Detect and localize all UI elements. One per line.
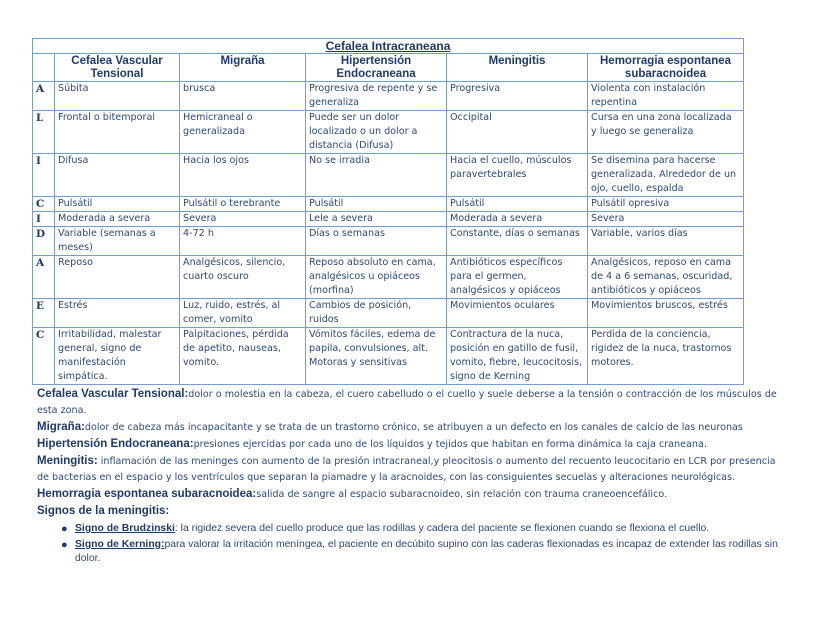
table-row [33,111,744,154]
row-letter: L [33,111,55,154]
table-cell: Moderada a severa [55,212,180,227]
table-cell: Reposo absoluto en cama, analgésicos u opiáceos (morfina) [306,256,447,299]
table-cell: Severa [588,212,744,227]
row-letter: A [33,82,55,111]
sign-name: Signo de Brudzinski [75,523,175,534]
table-cell: Pulsátil [306,197,447,212]
table-cell: Movimientos bruscos, estrés [588,299,744,328]
definition-term: Hipertensión Endocraneana: [37,438,194,450]
table-row [33,256,744,299]
table-cell: Irritabilidad, malestar general, signo de manifestación simpática. [55,328,180,385]
signs-heading: Signos de la meningitis: [37,505,170,517]
table-cell: Hemicraneal o generalizada [180,111,306,154]
header-meningitis: Meningitis [447,54,588,82]
row-letter: C [33,328,55,385]
table-cell: Severa [180,212,306,227]
table-cell: Frontal o bitemporal [55,111,180,154]
table-cell: Variable (semanas a meses) [55,227,180,256]
table-cell: Constante, días o semanas [447,227,588,256]
table-row [33,328,744,385]
table-cell: Puede ser un dolor localizado o un dolor a distancia (Difusa) [306,111,447,154]
table-cell: Cursa en una zona localizada y luego se generaliza [588,111,744,154]
signs-list [37,522,789,566]
table-cell: Súbita [55,82,180,111]
table-cell: Pulsátil [55,197,180,212]
definition [37,453,789,486]
table-cell: Estrés [55,299,180,328]
table-cell: No se irradia [306,154,447,197]
table-cell: Hacia el cuello, músculos paravertebrales [447,154,588,197]
row-letter: E [33,299,55,328]
header-cefalea-vascular: Cefalea Vascular Tensional [55,54,180,82]
definition-term: Hemorragia espontanea subaracnoidea: [37,488,257,500]
headache-table [32,38,744,385]
table-row [33,299,744,328]
table-cell: Vómitos fáciles, edema de papila, convulsiones, alt. Motoras y sensitivas [306,328,447,385]
table-row [33,197,744,212]
table-cell: Lele a severa [306,212,447,227]
table-cell: Occipital [447,111,588,154]
definition-text: dolor de cabeza más incapacitante y se trata de un trastorno crónico, se atribuyen a un defecto en los canales de calcio de las neuronas [84,422,743,433]
list-item [61,522,789,536]
row-letter: C [33,197,55,212]
table-cell: Pulsátil opresiva [588,197,744,212]
table-cell: 4-72 h [180,227,306,256]
row-letter: A [33,256,55,299]
table-cell: Progresiva de repente y se generaliza [306,82,447,111]
bullet-icon: ● [61,523,68,535]
row-letter: D [33,227,55,256]
table-cell: Movimientos oculares [447,299,588,328]
bullet-icon: ● [61,539,68,551]
table-title: Cefalea Intracraneana [33,39,744,54]
table-cell: Analgésicos, reposo en cama de 4 a 6 semanas, oscuridad, antibióticos y opiáceos [588,256,744,299]
definitions-section [37,386,789,568]
sign-text: para valorar la irritación meníngea, el paciente en decúbito supino con las caderas flexionadas es incapaz de extender las rodillas sin dolor. [75,539,778,564]
definition-term: Meningitis: [37,455,98,467]
table-row [33,212,744,227]
definition-text: presiones ejercidas por cada uno de los líquidos y tejidos que habitan en forma dinámica la caja craneana. [193,439,707,450]
table-cell: Pulsátil o terebrante [180,197,306,212]
table-cell: Antibióticos específicos para el germen, analgésicos y opiáceos [447,256,588,299]
table-cell: Perdida de la conciencia, rigidez de la nuca, trastornos motores. [588,328,744,385]
header-hipertension: Hipertensión Endocraneana [306,54,447,82]
list-item [61,538,789,566]
table-cell: Analgésicos, silencio, cuarto oscuro [180,256,306,299]
table-cell: Se disemina para hacerse generalizada. Alrededor de un ojo, cuello, espalda [588,154,744,197]
header-hemorragia: Hemorragia espontanea subaracnoidea [588,54,744,82]
definition [37,486,789,503]
table-cell: Variable, varios días [588,227,744,256]
row-letter: I [33,212,55,227]
table-row [33,154,744,197]
table-cell: Moderada a severa [447,212,588,227]
header-migrana: Migraña [180,54,306,82]
sign-text: : la rigidez severa del cuello produce que las rodillas y cadera del paciente se flexionen cuando se flexiona el cuello. [174,523,710,534]
definition-term: Migraña: [37,421,85,433]
table-cell: Días o semanas [306,227,447,256]
definition-text: dolor o molestia en la cabeza, el cuero cabelludo o el cuello y suele deberse a la tensión o contracción de los músculos de esta zona. [37,389,777,416]
table-cell: Progresiva [447,82,588,111]
table-cell: Pulsátil [447,197,588,212]
definition-text: inflamación de las meninges con aumento de la presión intracraneal,y pleocitosis o aumento del recuento leucocitario en LCR por presencia de bacterias en el espacio y los ventrículos que separan la piamadre y la aracnoides, con las consiguientes secuelas y alteraciones neurológicas. [37,456,776,483]
definition-text: salida de sangre al espacio subaracnoideo, sin relación con trauma craneoencefálico. [256,489,668,500]
table-cell: Reposo [55,256,180,299]
row-letter: I [33,154,55,197]
definition [37,419,789,436]
table-cell: Contractura de la nuca, posición en gatillo de fusil, vomito, fiebre, leucocitosis, signo de Kerning [447,328,588,385]
definition-term: Cefalea Vascular Tensional: [37,388,189,400]
table-row [33,227,744,256]
table-cell: Violenta con instalación repentina [588,82,744,111]
header-letter [33,54,55,82]
table-cell: Hacia los ojos [180,154,306,197]
table-cell: Difusa [55,154,180,197]
table-cell: Cambios de posición, ruidos [306,299,447,328]
sign-name: Signo de Kerning: [75,539,165,550]
definition [37,436,789,453]
definition [37,386,789,419]
table-cell: brusca [180,82,306,111]
table-cell: Palpitaciones, pérdida de apetito, nauseas, vomito. [180,328,306,385]
table-cell: Luz, ruido, estrés, al comer, vomito [180,299,306,328]
table-row [33,82,744,111]
